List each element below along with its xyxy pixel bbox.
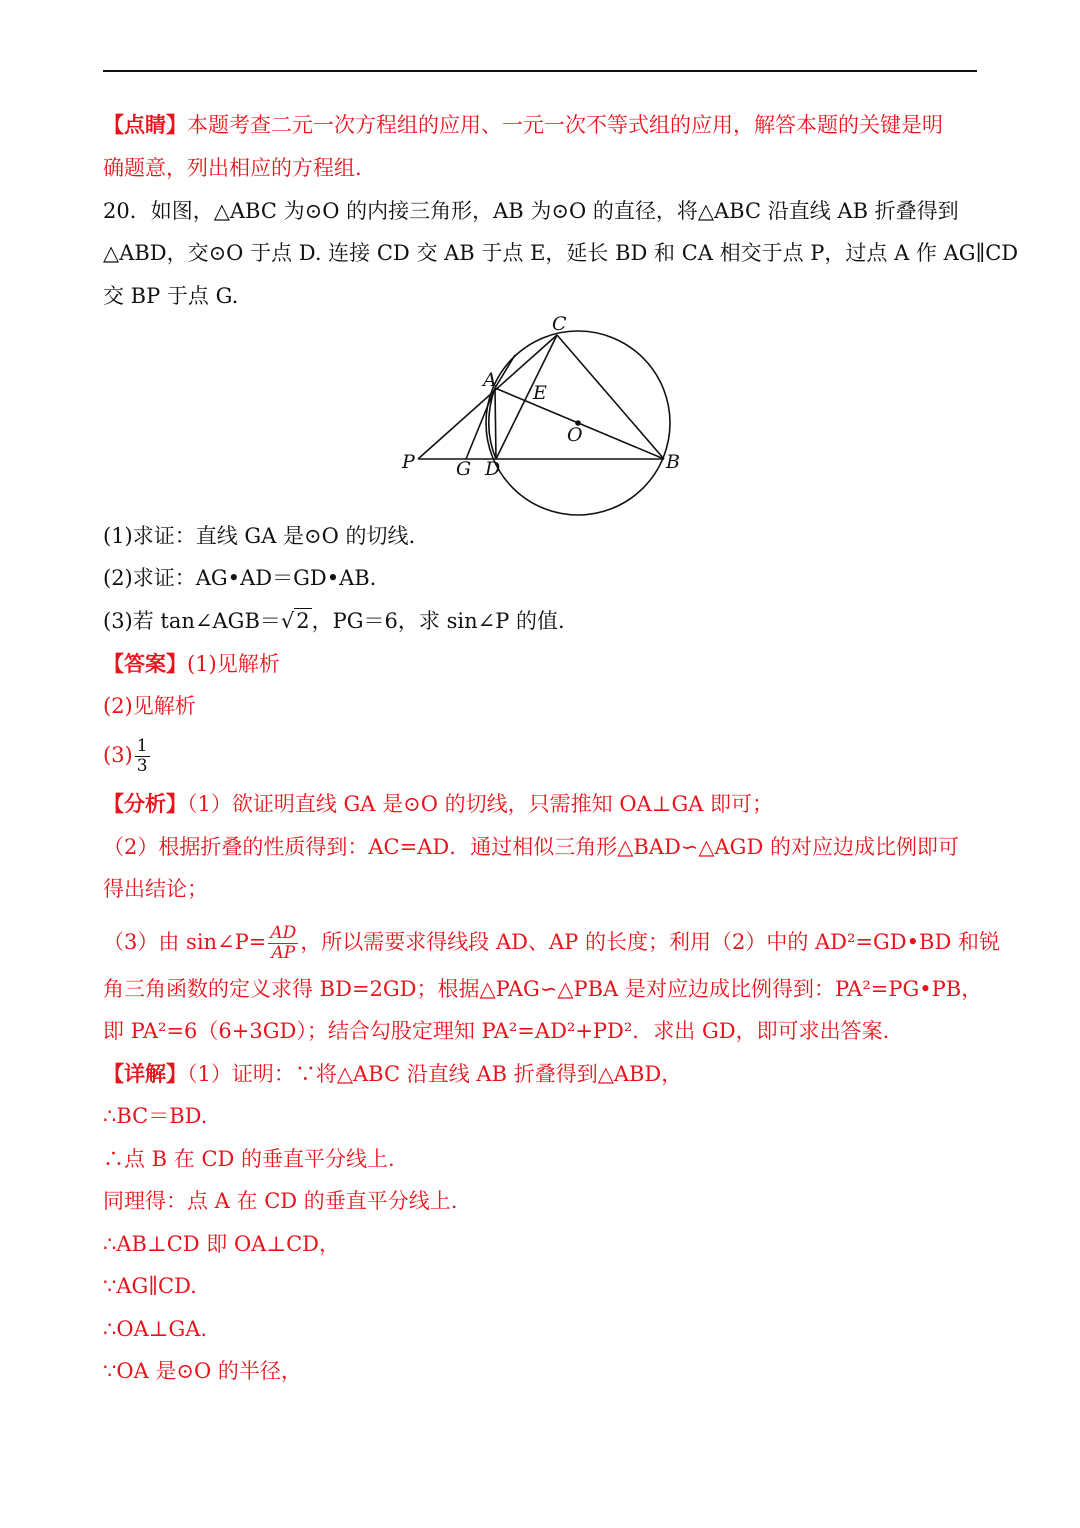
answer-1: (1)见解析	[187, 652, 280, 676]
problem-line-2: △ABD，交⊙O 于点 D. 连接 CD 交 AB 于点 E，延长 BD 和 CA 相交于点 P，过点 A 作 AG∥CD	[103, 241, 1019, 265]
line-cd	[496, 335, 557, 459]
analysis-p3-prefix: （3）由 sin∠P=	[103, 930, 267, 954]
q3-prefix: (3)若 tan∠AGB＝	[103, 609, 281, 633]
label-d: D	[485, 458, 501, 480]
line-ad	[495, 388, 496, 459]
fraction-ad-ap	[268, 924, 298, 963]
geometry-figure	[380, 305, 700, 520]
q3-suffix: ，PG＝6，求 sin∠P 的值.	[311, 609, 565, 633]
label-e: E	[533, 382, 547, 404]
detail-line-8: ∵OA 是⊙O 的半径，	[103, 1359, 302, 1383]
dianjing-text-1: 本题考查二元一次方程组的应用、一元一次不等式组的应用，解答本题的关键是明	[187, 113, 943, 137]
label-c: C	[552, 313, 567, 335]
detail-line-3: ∴点 B 在 CD 的垂直平分线上.	[103, 1147, 395, 1171]
question-3	[103, 607, 565, 635]
answer-3	[103, 737, 152, 776]
analysis-p3-line-1	[103, 924, 1000, 963]
question-1: (1)求证：直线 GA 是⊙O 的切线.	[103, 524, 416, 548]
analysis-p2-line-2: 得出结论；	[103, 877, 208, 901]
detail-line-7: ∴OA⊥GA.	[103, 1317, 208, 1341]
analysis-p3-line-2: 角三角函数的定义求得 BD=2GD；根据△PAG∽△PBA 是对应边成比例得到：PA²=PG•PB，	[103, 977, 983, 1001]
analysis-tag: 【分析】	[103, 791, 187, 816]
label-b: B	[666, 451, 680, 473]
detail-line-4: 同理得：点 A 在 CD 的垂直平分线上.	[103, 1189, 458, 1213]
sqrt-2: √2	[280, 609, 310, 633]
detail-line-6: ∵AG∥CD.	[103, 1274, 197, 1298]
detail-line-5: ∴AB⊥CD 即 OA⊥CD，	[103, 1232, 340, 1256]
analysis-p2-line-1: （2）根据折叠的性质得到：AC=AD．通过相似三角形△BAD∽△AGD 的对应边成比例即可	[103, 835, 959, 859]
problem-line-3: 交 BP 于点 G.	[103, 284, 239, 308]
detail-line-1	[103, 1060, 682, 1088]
fraction-ad: AD	[270, 923, 297, 943]
label-p: P	[402, 451, 415, 473]
dianjing-line-1	[103, 111, 943, 139]
line-ag	[466, 388, 495, 459]
question-2: (2)求证：AG•AD＝GD•AB.	[103, 566, 377, 590]
analysis-line-1	[103, 790, 773, 818]
answer-2: (2)见解析	[103, 694, 196, 718]
dianjing-line-2: 确题意，列出相应的方程组.	[103, 156, 362, 180]
fraction-ap: AP	[271, 943, 296, 963]
detail-l1: （1）证明：∵将△ABC 沿直线 AB 折叠得到△ABD，	[187, 1062, 683, 1086]
problem-line-1: 20．如图，△ABC 为⊙O 的内接三角形，AB 为⊙O 的直径，将△ABC 沿直线 AB 折叠得到	[103, 199, 959, 223]
label-o: O	[567, 424, 583, 446]
tangent-extension	[495, 355, 515, 388]
fraction-one-third	[135, 737, 150, 776]
fraction-denominator: 3	[136, 756, 148, 776]
dianjing-tag: 【点睛】	[103, 112, 187, 137]
label-a: A	[483, 369, 497, 391]
header-rule	[103, 70, 977, 72]
detail-line-2: ∴BC＝BD.	[103, 1104, 208, 1128]
analysis-p3-suffix: ，所以需要求得线段 AD、AP 的长度；利用（2）中的 AD²=GD•BD 和锐	[300, 930, 1000, 954]
label-g: G	[456, 458, 472, 480]
answer-tag: 【答案】	[103, 651, 187, 676]
detail-tag: 【详解】	[103, 1061, 187, 1086]
analysis-p1: （1）欲证明直线 GA 是⊙O 的切线，只需推知 OA⊥GA 即可；	[187, 792, 774, 816]
answer-3-prefix: (3)	[103, 743, 133, 767]
answer-line-1	[103, 650, 280, 678]
sqrt-radicand: 2	[296, 609, 310, 633]
fraction-numerator: 1	[136, 736, 148, 756]
analysis-p3-line-3: 即 PA²=6（6+3GD）；结合勾股定理知 PA²=AD²+PD²．求出 GD，即可求出答案.	[103, 1019, 890, 1043]
